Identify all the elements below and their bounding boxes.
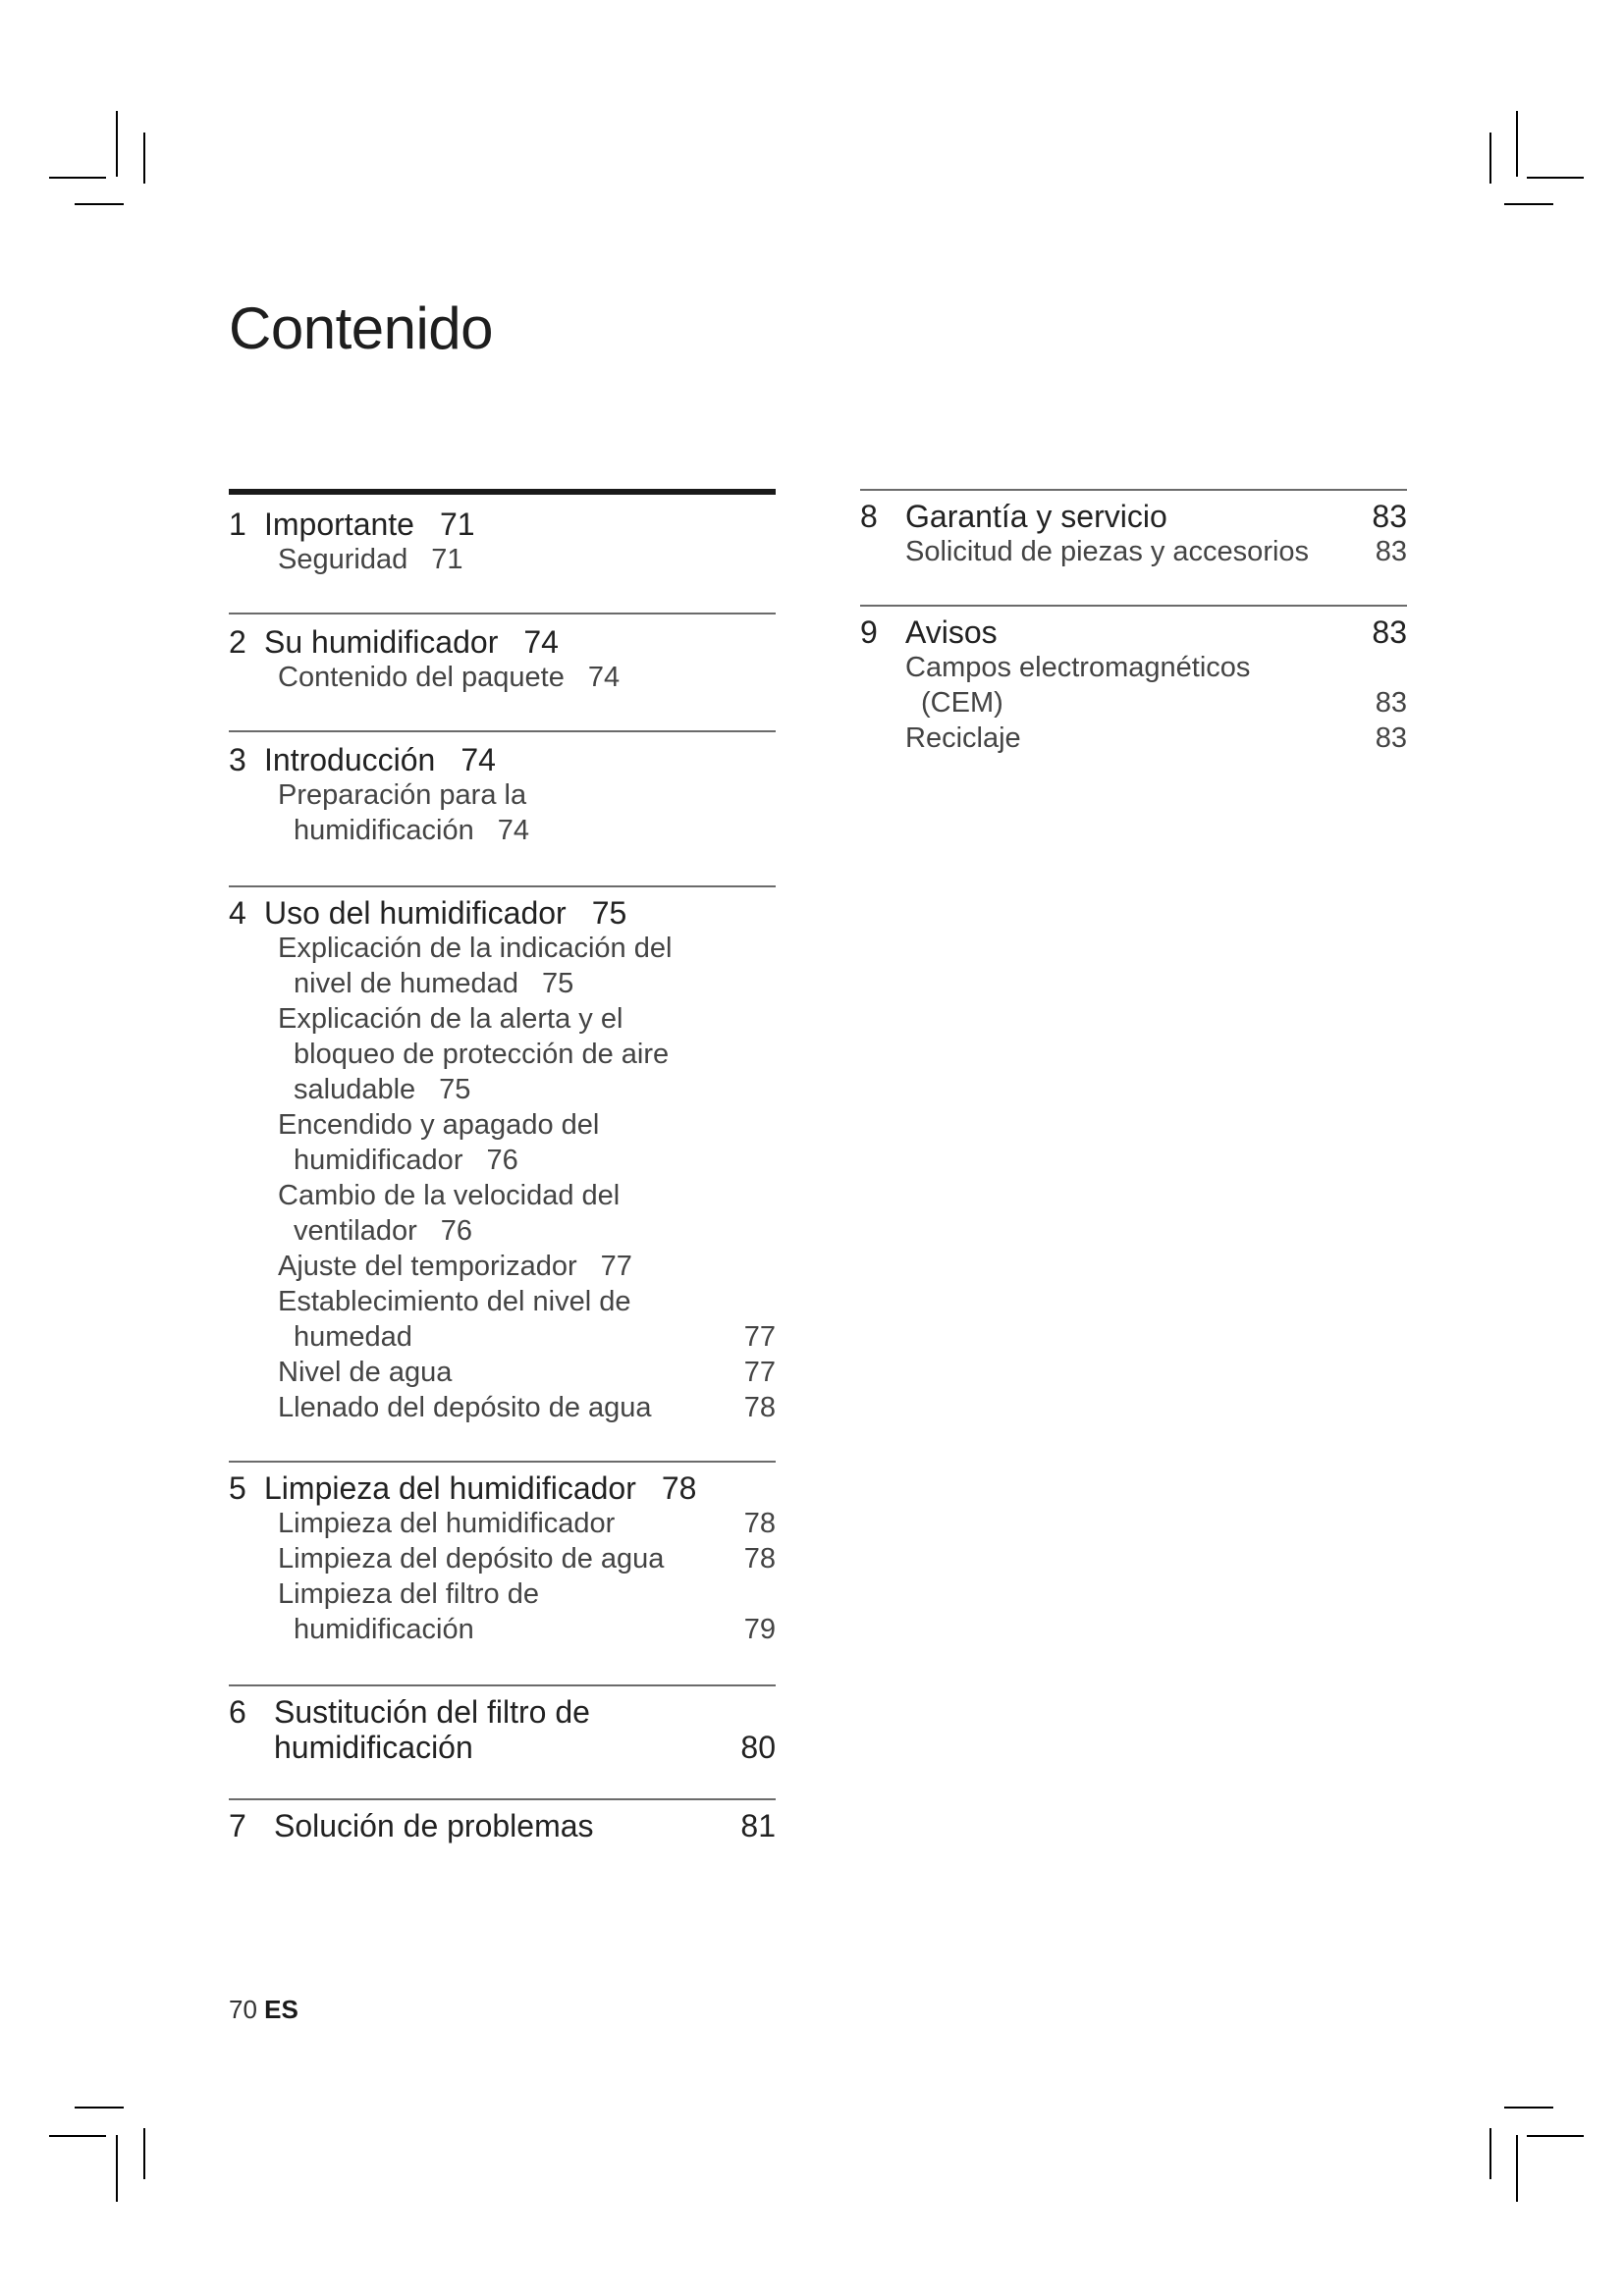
toc-entry[interactable]: Contenido del paquete 74	[278, 662, 621, 693]
section-title: Importante	[264, 507, 414, 542]
toc-entry[interactable]: Establecimiento del nivel de humedad 77	[278, 1286, 776, 1353]
page-title: Contenido	[229, 295, 494, 361]
toc-entry[interactable]: Llenado del depósito de agua 78	[278, 1392, 776, 1423]
toc-entry[interactable]: Reciclaje 83	[905, 722, 1407, 754]
toc-entry[interactable]: Solicitud de piezas y accesorios 83	[905, 536, 1407, 567]
toc-section-8	[860, 489, 1407, 569]
toc-section-9	[860, 605, 1407, 756]
entry-page: 77	[600, 1251, 632, 1282]
toc-entry[interactable]: Limpieza del humidificador 78	[278, 1508, 776, 1539]
toc-entry[interactable]: Limpieza del depósito de agua 78	[278, 1543, 776, 1575]
section-number: 5	[229, 1470, 246, 1506]
toc-entry[interactable]: Limpieza del filtro de humidificación 79	[278, 1578, 776, 1645]
toc-entry[interactable]: Campos electromagnéticos (CEM) 83	[905, 652, 1407, 719]
toc-right-column	[860, 489, 1407, 756]
toc-section-5	[229, 1461, 776, 1647]
toc-section-1	[229, 489, 776, 577]
entry-page: 75	[541, 968, 574, 999]
section-number: 1	[229, 507, 246, 542]
section-number: 2	[229, 624, 246, 660]
toc-section-heading[interactable]	[229, 507, 776, 542]
toc-entry[interactable]: Explicación de la indicación del nivel de humedad 75	[278, 933, 673, 999]
section-title-cont: humidificación	[274, 1730, 473, 1765]
entry-page: 74	[587, 662, 621, 693]
toc-entry[interactable]: Cambio de la velocidad del ventilador 76	[278, 1180, 621, 1247]
toc-section-heading[interactable]	[229, 1808, 776, 1843]
section-title: Garantía y servicio	[905, 499, 1167, 534]
page-footer	[229, 1995, 298, 2025]
section-page: 78	[661, 1470, 697, 1506]
toc-entry[interactable]: Ajuste del temporizador 77	[278, 1251, 632, 1282]
entry-page: 79	[743, 1614, 776, 1645]
section-number: 3	[229, 742, 246, 777]
toc-section-2	[229, 613, 776, 695]
section-page: 83	[1372, 614, 1407, 650]
section-page: 75	[591, 895, 627, 931]
toc-entry[interactable]: Nivel de agua 77	[278, 1357, 776, 1388]
toc-entry[interactable]: Encendido y apagado del humidificador 76	[278, 1109, 600, 1176]
section-title: Limpieza del humidificador	[264, 1470, 636, 1506]
section-page: 74	[460, 742, 496, 777]
entry-page: 76	[440, 1215, 473, 1247]
toc-section-4	[229, 885, 776, 1425]
entry-page: 77	[743, 1357, 776, 1388]
entry-page: 78	[743, 1508, 776, 1539]
section-number: 4	[229, 895, 246, 931]
toc-section-heading[interactable]	[229, 742, 776, 777]
toc-entry[interactable]: Seguridad 71	[278, 544, 463, 575]
toc-left-column	[229, 489, 776, 1843]
language-code: ES	[264, 1995, 298, 2024]
entry-page: 83	[1375, 536, 1407, 567]
entry-page: 83	[1375, 687, 1407, 719]
toc-section-heading[interactable]	[860, 614, 1407, 650]
entry-page: 83	[1375, 722, 1407, 754]
section-page: 74	[523, 624, 559, 660]
toc-section-3	[229, 730, 776, 848]
section-title: Avisos	[905, 614, 998, 650]
section-page: 71	[439, 507, 475, 542]
section-number: 8	[860, 499, 878, 534]
section-page: 81	[740, 1808, 776, 1843]
section-title: Introducción	[264, 742, 436, 777]
section-title: Su humidificador	[264, 624, 499, 660]
entry-page: 76	[486, 1145, 518, 1176]
toc-section-heading[interactable]	[860, 499, 1407, 534]
section-page: 80	[740, 1730, 776, 1765]
toc-section-heading[interactable]	[229, 1470, 776, 1506]
toc-section-heading[interactable]	[229, 624, 776, 660]
toc-entry[interactable]: Preparación para la humidificación 74	[278, 779, 530, 846]
section-title: Solución de problemas	[274, 1808, 594, 1843]
page-number: 70	[229, 1995, 257, 2024]
section-number: 6	[229, 1694, 246, 1730]
toc-section-heading[interactable]	[229, 895, 776, 931]
section-page: 83	[1372, 499, 1407, 534]
section-title: Uso del humidificador	[264, 895, 567, 931]
toc-section-7	[229, 1798, 776, 1843]
toc-entry[interactable]: Explicación de la alerta y el bloqueo de protección de aire saludable 75	[278, 1003, 670, 1105]
toc-section-heading[interactable]	[229, 1694, 776, 1765]
entry-page: 71	[431, 544, 463, 575]
entry-page: 75	[439, 1074, 471, 1105]
entry-page: 78	[743, 1392, 776, 1423]
toc-section-6	[229, 1684, 776, 1765]
section-title: Sustitución del filtro de	[274, 1694, 590, 1730]
entry-page: 78	[743, 1543, 776, 1575]
section-number: 7	[229, 1808, 246, 1843]
entry-page: 77	[743, 1321, 776, 1353]
section-number: 9	[860, 614, 878, 650]
entry-page: 74	[497, 815, 530, 846]
